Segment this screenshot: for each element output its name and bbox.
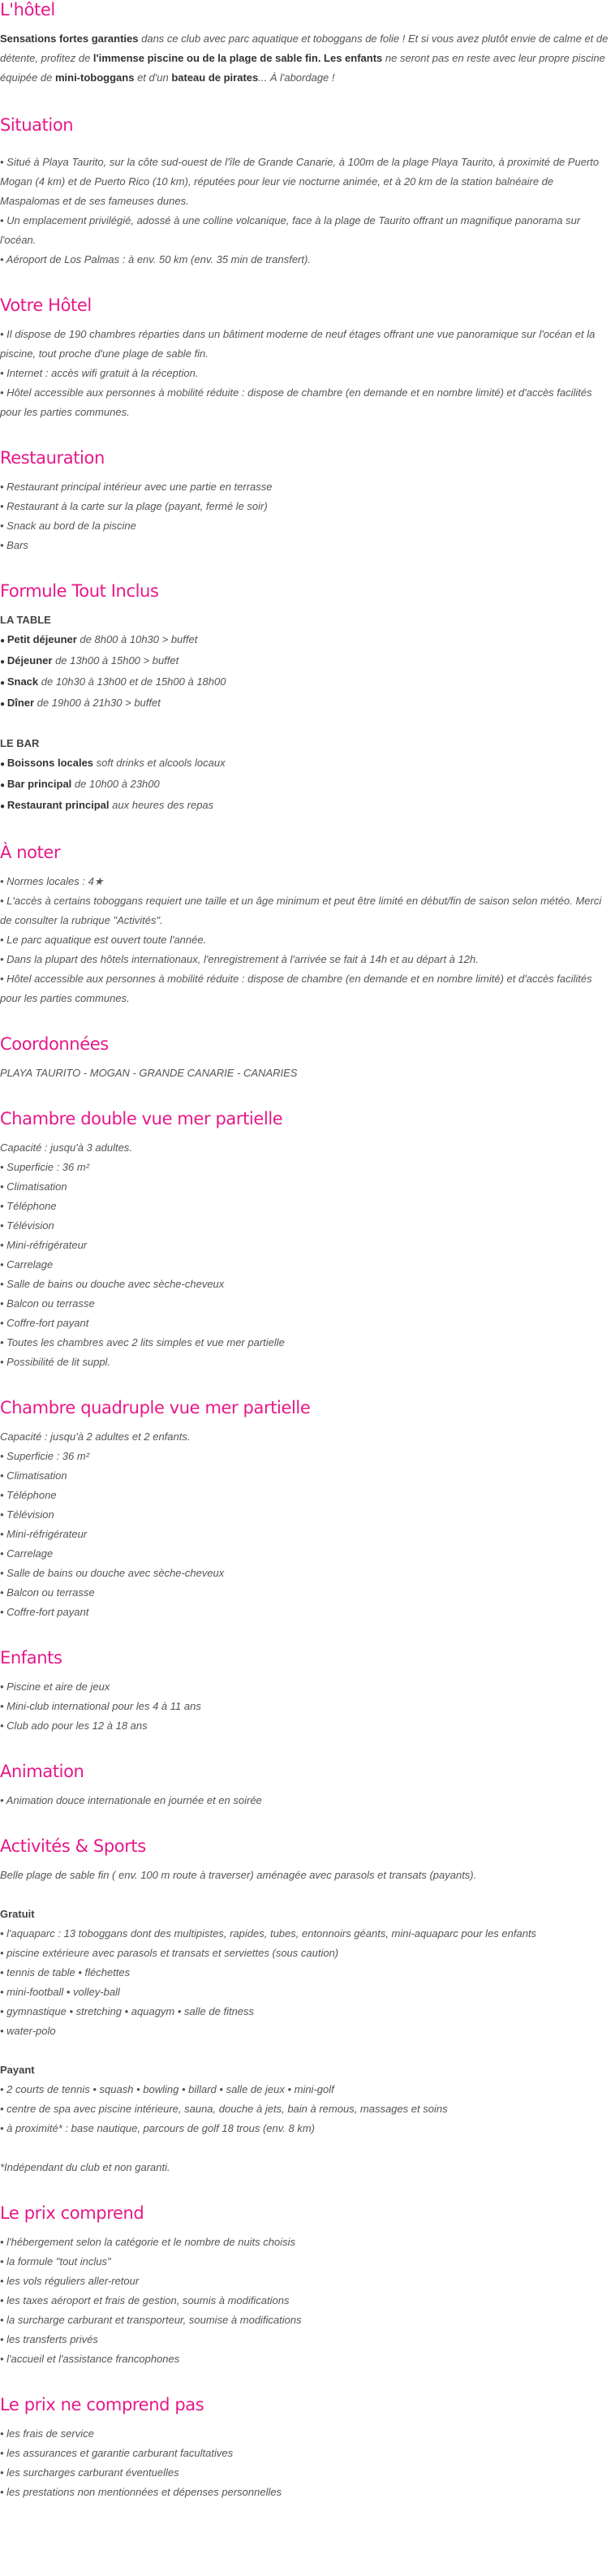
list-item: • Coffre-fort payant [0,1317,89,1329]
list-item: Capacité : jusqu'à 3 adultes. [0,1141,132,1154]
formule-item-detail: de 10h30 à 13h00 et de 15h00 à 18h00 [38,675,226,688]
list-item: • Carrelage [0,1547,54,1560]
activites-note: *Indépendant du club et non garanti. [0,2161,170,2173]
list-item: • Bars [0,539,28,551]
list-item: • 2 courts de tennis • squash • bowling • billard • salle de jeux • mini-golf [0,2083,334,2095]
section-title-coordonnees: Coordonnées [0,1034,109,1054]
formule-item-label: Restaurant principal [6,799,110,811]
list-item: • Téléphone [0,1489,57,1501]
list-item: • à proximité* : base nautique, parcours de golf 18 trous (env. 8 km) [0,2122,316,2134]
list-item: • Animation douce internationale en journée et en soirée [0,1794,262,1806]
section-formule [0,581,612,817]
list-item: • Balcon ou terrasse [0,1297,95,1310]
list-item: Capacité : jusqu'à 2 adultes et 2 enfants. [0,1430,191,1443]
section-title-hotel: L'hôtel [0,0,55,19]
intro-emphasis: l'immense piscine ou de la plage de sable fin. Les enfants [92,52,383,64]
intro-text: ne seront pas en reste avec leur propre piscine équipée de [0,52,605,84]
list-item: • piscine extérieure avec parasols et transats et serviettes (sous caution) [0,1947,339,1959]
list-item: • Coffre-fort payant [0,1606,89,1618]
section-title-situation: Situation [0,115,74,135]
intro-emphasis: mini-toboggans [54,71,135,84]
list-item: • Internet : accès wifi gratuit à la réception. [0,367,199,379]
activites-payant-head: Payant [0,2064,35,2076]
chambre-quadruple-list [0,1427,612,1622]
bullet-icon: ● [0,760,7,769]
intro-text: dans ce club avec parc aquatique et toboggans de folie ! Et si vous avez plutôt envie de calme et de détente, profitez de [0,32,609,64]
section-prix-ne-comprend [0,2395,612,2502]
section-animation [0,1762,612,1810]
formule-bar-head: LE BAR [0,737,40,749]
list-item: • Hôtel accessible aux personnes à mobilité réduite : dispose de chambre (en demande et en nombre limité) et d'accès facilités pour les parties communes. [0,973,592,1004]
section-chambre-double [0,1109,612,1372]
formule-item [0,796,612,817]
list-item: • les prestations non mentionnées et dépenses personnelles [0,2486,282,2498]
section-title-animation: Animation [0,1762,84,1781]
section-title-enfants: Enfants [0,1648,62,1668]
list-item: PLAYA TAURITO - MOGAN - GRANDE CANARIE - CANARIES [0,1067,298,1079]
formule-item-detail: de 13h00 à 15h00 > buffet [52,654,179,667]
coordonnees-list [0,1064,612,1083]
section-restauration [0,448,612,555]
situation-list [0,153,612,270]
list-item: • les surcharges carburant éventuelles [0,2466,179,2479]
formule-item-detail: aux heures des repas [109,799,214,811]
formule-item-detail: de 19h00 à 21h30 > buffet [34,697,161,709]
list-item: • Toutes les chambres avec 2 lits simples et vue mer partielle [0,1336,285,1348]
list-item: • Hôtel accessible aux personnes à mobilité réduite : dispose de chambre (en demande et en nombre limité) et d'accès facilités pour les parties communes. [0,386,592,418]
activites-gratuit-head: Gratuit [0,1908,35,1920]
section-prix-comprend [0,2203,612,2369]
section-title-prix-ne-comprend: Le prix ne comprend pas [0,2395,204,2414]
section-title-a-noter: À noter [0,843,61,862]
list-item: • mini-football • volley-ball [0,1986,120,1998]
list-item: • les assurances et garantie carburant facultatives [0,2447,234,2459]
list-item: • Restaurant à la carte sur la plage (payant, fermé le soir) [0,500,268,512]
list-item: • Aéroport de Los Palmas : à env. 50 km (env. 35 min de transfert). [0,253,311,265]
list-item: • centre de spa avec piscine intérieure, sauna, douche à jets, bain à remous, massages et soins [0,2103,448,2115]
animation-list [0,1791,612,1810]
intro-emphasis: bateau de pirates [171,71,259,84]
list-item: • Balcon ou terrasse [0,1586,95,1599]
prix-comprend-list [0,2233,612,2369]
list-item: • L'accès à certains toboggans requiert une taille et un âge minimum et peut être limité en début/fin de saison selon météo. Merci de consulter la rubrique "Activités". [0,895,602,926]
formule-item-label: Déjeuner [6,654,53,667]
section-situation [0,115,612,270]
section-title-chambre-double: Chambre double vue mer partielle [0,1109,283,1128]
list-item: • Climatisation [0,1180,67,1193]
section-enfants [0,1648,612,1736]
bullet-icon: ● [0,781,7,790]
formule-item [0,753,612,775]
list-item: • Télévision [0,1219,54,1232]
list-item: • Un emplacement privilégié, adossé à une colline volcanique, face à la plage de Taurito offrant un magnifique panorama sur l'océan. [0,214,581,246]
bullet-icon: ● [0,636,7,645]
list-item: • Climatisation [0,1469,67,1482]
formule-item-label: Petit déjeuner [6,633,77,645]
intro-text: et d'un [134,71,172,84]
section-a-noter [0,843,612,1008]
activites-payant-list [0,2080,612,2138]
section-title-votre-hotel: Votre Hôtel [0,296,92,315]
formule-table-head: LA TABLE [0,614,51,626]
list-item: • gymnastique • stretching • aquagym • salle de fitness [0,2005,255,2017]
list-item: • Snack au bord de la piscine [0,520,136,532]
section-title-formule: Formule Tout Inclus [0,581,159,601]
section-chambre-quadruple [0,1398,612,1622]
list-item: • Mini-club international pour les 4 à 11 ans [0,1700,201,1712]
formule-item [0,630,612,651]
list-item: • la surcharge carburant et transporteur, soumise à modifications [0,2314,302,2326]
bullet-icon: ● [0,658,7,667]
section-title-chambre-quadruple: Chambre quadruple vue mer partielle [0,1398,311,1417]
formule-item [0,651,612,672]
list-item: • Club ado pour les 12 à 18 ans [0,1719,148,1732]
list-item: • Salle de bains ou douche avec sèche-cheveux [0,1278,225,1290]
list-item: • Possibilité de lit suppl. [0,1356,111,1368]
list-item: • l'hébergement selon la catégorie et le nombre de nuits choisis [0,2236,296,2248]
list-item: • Mini-réfrigérateur [0,1528,88,1540]
formule-item-label: Bar principal [6,778,72,790]
formule-item [0,775,612,796]
list-item: • Il dispose de 190 chambres réparties dans un bâtiment moderne de neuf étages offrant une vue panoramique sur l'océan et la piscine, tout proche d'une plage de sable fin. [0,328,596,360]
list-item: • Mini-réfrigérateur [0,1239,88,1251]
list-item: • les frais de service [0,2427,94,2440]
restauration-list [0,477,612,555]
list-item: • water-polo [0,2025,56,2037]
bullet-icon: ● [0,700,7,709]
list-item: • tennis de table • fléchettes [0,1966,131,1978]
formule-table-list [0,630,612,714]
list-item: • les taxes aéroport et frais de gestion, soumis à modifications [0,2294,290,2306]
list-item: • Salle de bains ou douche avec sèche-cheveux [0,1567,225,1579]
section-title-restauration: Restauration [0,448,105,468]
intro-emphasis: Sensations fortes garanties [0,32,139,45]
formule-item-label: Dîner [6,697,35,709]
formule-bar-list [0,753,612,817]
list-item: • Piscine et aire de jeux [0,1681,110,1693]
list-item: • Situé à Playa Taurito, sur la côte sud-ouest de l'île de Grande Canarie, à 100m de la plage Playa Taurito, à proximité de Puerto Mogan (4 km) et de Puerto Rico (10 km), réputées pour leur vie nocturne animée, et à 20 km de la station balnéaire de Maspalomas et de ses fameuses dunes. [0,156,600,207]
section-votre-hotel [0,296,612,422]
activites-gratuit-list [0,1924,612,2041]
list-item: • Dans la plupart des hôtels internationaux, l'enregistrement à l'arrivée se fait à 14h et au départ à 12h. [0,953,479,965]
activites-intro: Belle plage de sable fin ( env. 100 m route à traverser) aménagée avec parasols et transats (payants). [0,1869,477,1881]
list-item: • l'aquaparc : 13 toboggans dont des multipistes, rapides, tubes, entonnoirs géants, mini-aquaparc pour les enfants [0,1927,537,1940]
prix-ne-comprend-list [0,2424,612,2502]
a-noter-list [0,872,612,1008]
list-item: • Superficie : 36 m² [0,1450,90,1462]
list-item: • Restaurant principal intérieur avec une partie en terrasse [0,481,273,493]
formule-item-detail: de 10h00 à 23h00 [71,778,160,790]
section-coordonnees [0,1034,612,1083]
list-item: • Normes locales : 4★ [0,875,104,887]
formule-item-detail: soft drinks et alcools locaux [93,757,226,769]
list-item: • Télévision [0,1508,54,1521]
list-item: • les vols réguliers aller-retour [0,2275,140,2287]
list-item: • Téléphone [0,1200,57,1212]
bullet-icon: ● [0,802,7,811]
section-title-activites: Activités & Sports [0,1836,146,1856]
list-item: • l'accueil et l'assistance francophones [0,2353,180,2365]
chambre-double-list [0,1138,612,1372]
list-item: • Superficie : 36 m² [0,1161,90,1173]
section-title-prix-comprend: Le prix comprend [0,2203,144,2223]
votre-hotel-list [0,325,612,422]
formule-item [0,693,612,714]
intro-text: ... À l'abordage ! [258,71,335,84]
formule-item [0,672,612,693]
section-activites [0,1836,612,2177]
formule-item-label: Boissons locales [6,757,94,769]
list-item: • les transferts privés [0,2333,98,2345]
formule-item-detail: de 8h00 à 10h30 > buffet [76,633,198,645]
list-item: • Le parc aquatique est ouvert toute l'année. [0,934,207,946]
list-item: • la formule "tout inclus" [0,2255,111,2267]
section-hotel [0,0,612,88]
bullet-icon: ● [0,679,7,688]
list-item: • Carrelage [0,1258,54,1271]
enfants-list [0,1677,612,1736]
formule-item-label: Snack [6,675,39,688]
hotel-intro [0,29,612,88]
